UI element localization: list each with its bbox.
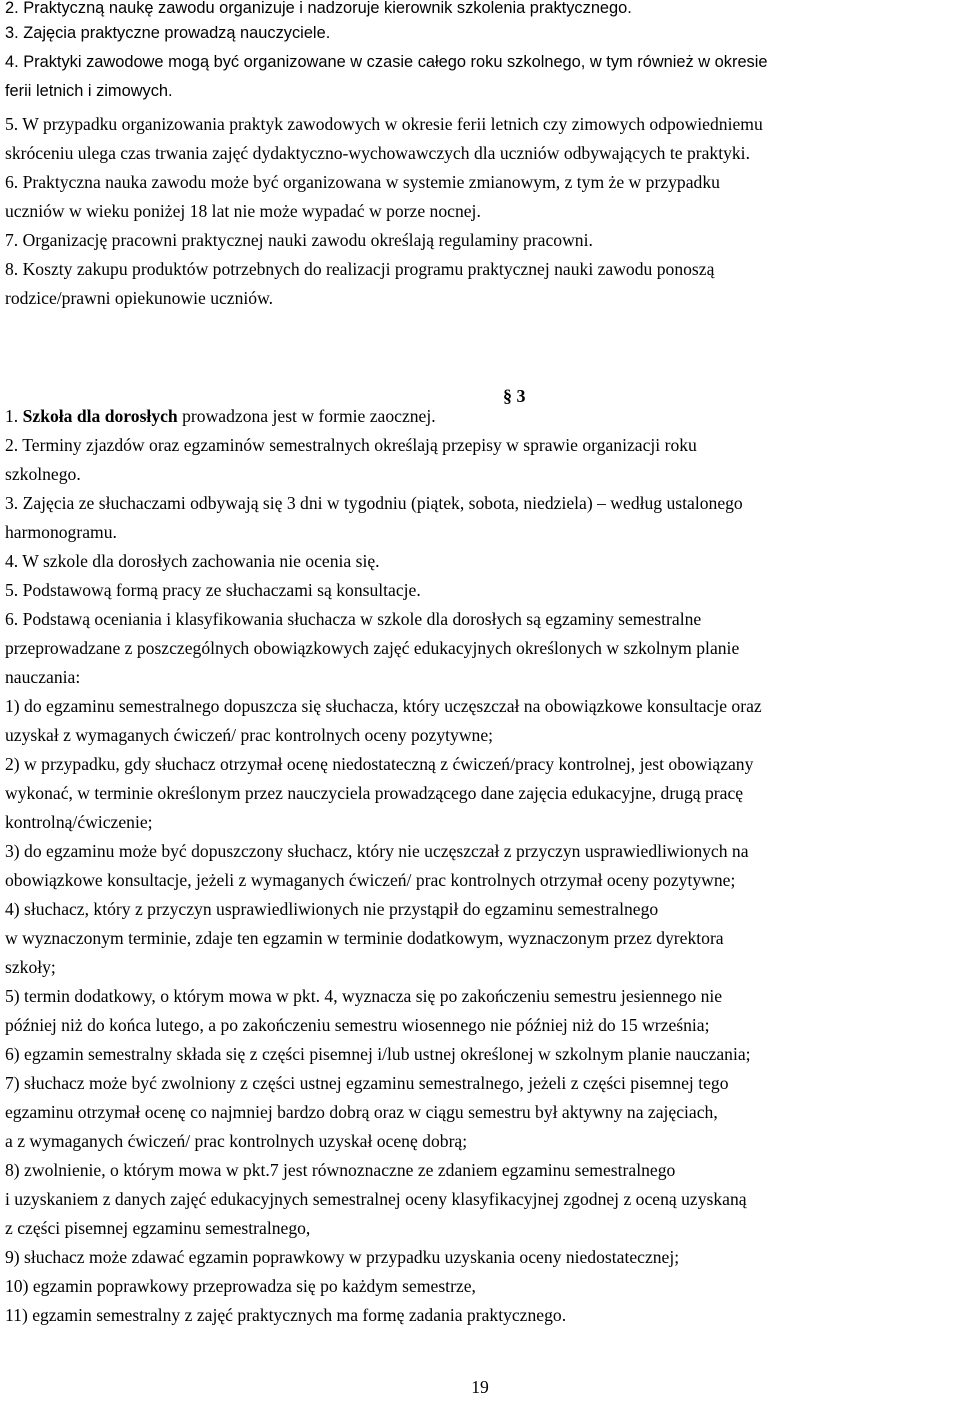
list-item: 2) w przypadku, gdy słuchacz otrzymał ocenę niedostateczną z ćwiczeń/pracy kontrolnej, jest obowiązany (5, 754, 754, 774)
paragraph-1 (5, 405, 436, 427)
list-item-continuation: uzyskał z wymaganych ćwiczeń/ prac kontrolnych oceny pozytywne; (5, 725, 494, 745)
list-item-continuation: uczniów w wieku poniżej 18 lat nie może wypadać w porze nocnej. (5, 201, 481, 221)
section-heading: § 3 (503, 386, 526, 406)
list-item-continuation: egzaminu otrzymał ocenę co najmniej bardzo dobrą oraz w ciągu semestru był aktywny na zajęciach, (5, 1102, 718, 1122)
list-item-continuation: szkoły; (5, 957, 56, 977)
list-item: 8) zwolnienie, o którym mowa w pkt.7 jest równoznaczne ze zdaniem egzaminu semestralnego (5, 1160, 676, 1180)
list-item: 2. Praktyczną naukę zawodu organizuje i nadzoruje kierownik szkolenia praktycznego. (5, 0, 632, 17)
paragraph-continuation: nauczania: (5, 667, 81, 687)
paragraph: 2. Terminy zjazdów oraz egzaminów semestralnych określają przepisy w sprawie organizacji roku (5, 435, 697, 455)
list-item: 10) egzamin poprawkowy przeprowadza się po każdym semestrze, (5, 1276, 476, 1296)
list-item-continuation: później niż do końca lutego, a po zakończeniu semestru wiosennego nie później niż do 15 września; (5, 1015, 710, 1035)
list-item: 3) do egzaminu może być dopuszczony słuchacz, który nie uczęszczał z przyczyn usprawiedliwionych na (5, 841, 749, 861)
list-item-continuation: skróceniu ulega czas trwania zajęć dydaktyczno-wychowawczych dla uczniów odbywających te praktyki. (5, 143, 750, 163)
list-item: 5. W przypadku organizowania praktyk zawodowych w okresie ferii letnich czy zimowych odpowiedniemu (5, 114, 763, 134)
list-item: 8. Koszty zakupu produktów potrzebnych do realizacji programu praktycznej nauki zawodu ponoszą (5, 259, 715, 279)
list-item: 11) egzamin semestralny z zajęć praktycznych ma formę zadania praktycznego. (5, 1305, 567, 1325)
bold-term: Szkoła dla dorosłych (22, 406, 178, 426)
paragraph: 5. Podstawową formą pracy ze słuchaczami są konsultacje. (5, 580, 421, 600)
paragraph-continuation: harmonogramu. (5, 522, 117, 542)
list-item: 4. Praktyki zawodowe mogą być organizowane w czasie całego roku szkolnego, w tym również w okresie (5, 53, 768, 71)
list-item-continuation: kontrolną/ćwiczenie; (5, 812, 153, 832)
page-number: 19 (471, 1377, 489, 1397)
list-item-continuation: obowiązkowe konsultacje, jeżeli z wymaganych ćwiczeń/ prac kontrolnych otrzymał oceny pozytywne; (5, 870, 736, 890)
list-item: 1) do egzaminu semestralnego dopuszcza się słuchacza, który uczęszczał na obowiązkowe konsultacje oraz (5, 696, 762, 716)
list-item: 5) termin dodatkowy, o którym mowa w pkt. 4, wyznacza się po zakończeniu semestru jesiennego nie (5, 986, 723, 1006)
paragraph: 4. W szkole dla dorosłych zachowania nie ocenia się. (5, 551, 380, 571)
paragraph: 6. Podstawą oceniania i klasyfikowania słuchacza w szkole dla dorosłych są egzaminy semestralne (5, 609, 702, 629)
paragraph: 3. Zajęcia ze słuchaczami odbywają się 3 dni w tygodniu (piątek, sobota, niedziela) – według ustalonego (5, 493, 743, 513)
list-item-continuation: wykonać, w terminie określonym przez nauczyciela prowadzącego dane zajęcia edukacyjne, drugą pracę (5, 783, 744, 803)
list-item: 7. Organizację pracowni praktycznej nauki zawodu określają regulaminy pracowni. (5, 230, 593, 250)
paragraph-continuation: przeprowadzane z poszczególnych obowiązkowych zajęć edukacyjnych określonych w szkolnym planie (5, 638, 740, 658)
list-item: 6) egzamin semestralny składa się z części pisemnej i/lub ustnej określonej w szkolnym planie nauczania; (5, 1044, 751, 1064)
paragraph-continuation: szkolnego. (5, 464, 81, 484)
paragraph-number: 1. (5, 406, 23, 426)
paragraph-text: prowadzona jest w formie zaocznej. (177, 406, 436, 426)
list-item-continuation: rodzice/prawni opiekunowie uczniów. (5, 288, 274, 308)
list-item: 6. Praktyczna nauka zawodu może być organizowana w systemie zmianowym, z tym że w przypadku (5, 172, 720, 192)
list-item: 9) słuchacz może zdawać egzamin poprawkowy w przypadku uzyskania oceny niedostatecznej; (5, 1247, 680, 1267)
list-item: 4) słuchacz, który z przyczyn usprawiedliwionych nie przystąpił do egzaminu semestralnego (5, 899, 659, 919)
list-item: 7) słuchacz może być zwolniony z części ustnej egzaminu semestralnego, jeżeli z części pisemnej tego (5, 1073, 729, 1093)
list-item: 3. Zajęcia praktyczne prowadzą nauczyciele. (5, 24, 331, 42)
list-item-continuation: w wyznaczonym terminie, zdaje ten egzamin w terminie dodatkowym, wyznaczonym przez dyrektora (5, 928, 724, 948)
list-item-continuation: z części pisemnej egzaminu semestralnego, (5, 1218, 311, 1238)
list-item-continuation: i uzyskaniem z danych zajęć edukacyjnych semestralnej oceny klasyfikacyjnej zgodnej z oceną uzyskaną (5, 1189, 747, 1209)
list-item-continuation: a z wymaganych ćwiczeń/ prac kontrolnych uzyskał ocenę dobrą; (5, 1131, 468, 1151)
list-item-continuation: ferii letnich i zimowych. (5, 82, 173, 100)
